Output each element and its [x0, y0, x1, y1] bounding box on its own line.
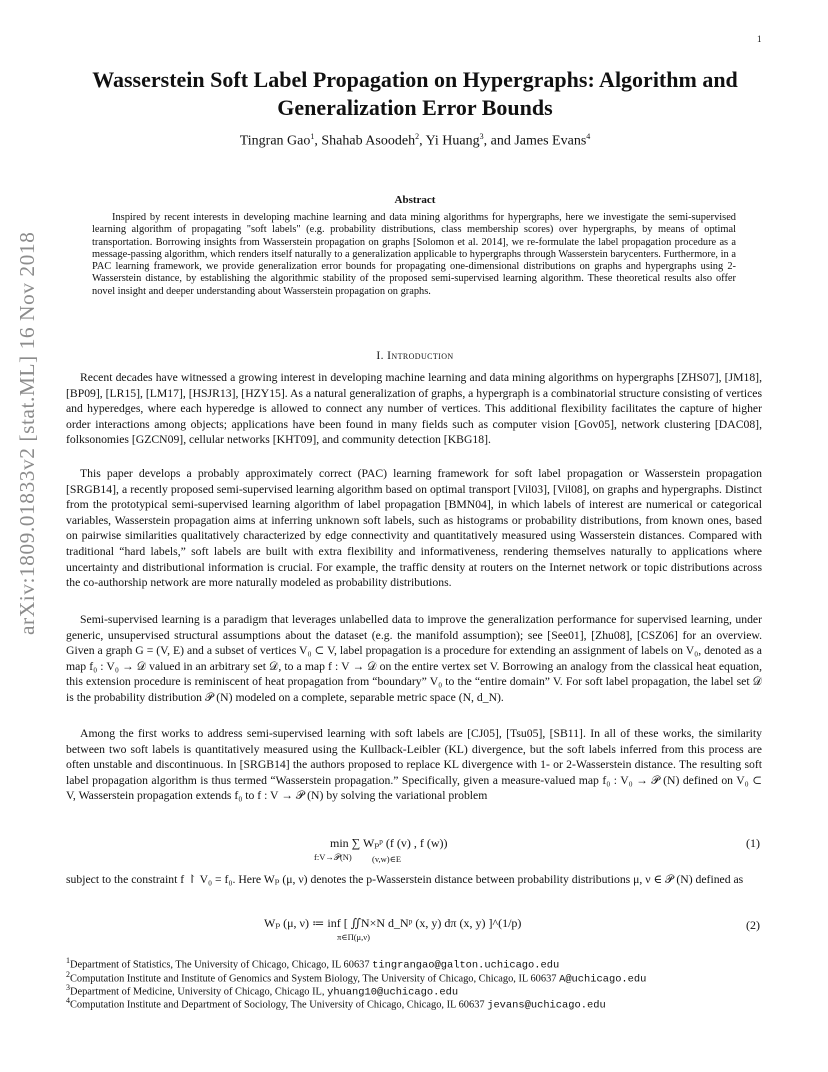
author-name: Shahab Asoodeh — [321, 133, 416, 149]
section-heading: I. Introduction — [376, 350, 454, 362]
arxiv-stamp: arXiv:1809.01833v2 [stat.ML] 16 Nov 2018 — [15, 231, 39, 635]
author-name: Tingran Gao — [239, 133, 311, 149]
paragraph-3: Semi-supervised learning is a paradigm that leverages unlabelled data to improve the generalization performance for supervised learning, under generic, unsupervised structural assumptions about the dataset (e.g. the manifold assumption); see [See01], [Zhu08], [CSZ06] for an overview. Given a graph G = (V, E) and a subset of vertices V₀ ⊂ V, label propagation is a procedure for extending an assignment of labels on V₀, denoted as a map f₀ : V₀ → 𝒟 valued in an arbitrary set 𝒟, to a map f : V → 𝒟 on the entire vertex set V. Borrowing an analogy from the classical heat equation, this extension procedure is reminiscent of heat propagation from “boundary” V₀ to the “entire domain” V. For soft label propagation, the label set 𝒟 is the probability distribution 𝒫 (N) modeled on a complete, separable metric space (N, d_N). — [66, 613, 762, 704]
footnote: $^4$Computation Institute and Department of Sociology, The University of Chicago, Chicago, IL 60637 jevans@uchicago.edu — [66, 996, 606, 1012]
author-name: James Evans — [514, 133, 587, 149]
page-number: 1 — [757, 34, 762, 44]
paragraph-5: subject to the constraint f ↾ V₀ = f₀. Here Wₚ (μ, ν) denotes the p-Wasserstein distance between probability distributions μ, ν ∈ 𝒫 (N) defined as — [66, 873, 744, 886]
footnote-email: jevans@uchicago.edu — [487, 999, 606, 1012]
footnote: $^3$Department of Medicine, University of Chicago, Chicago IL, yhuang10@uchicago.edu — [66, 983, 459, 999]
equation-1: min ∑ Wₚᵖ (f (v) , f (w)) — [330, 836, 448, 850]
equation-2-subscript-inf: π∈Π(μ,ν) — [337, 932, 370, 942]
footnote-email: tingrangao@galton.uchicago.edu — [372, 959, 560, 972]
paper-title: Wasserstein Soft Label Propagation on Hypergraphs: Algorithm and Generalization Error Bounds — [92, 67, 738, 120]
paragraph-2: This paper develops a probably approximately correct (PAC) learning framework for soft label propagation or Wasserstein propagation [SRGB14], a recently proposed semi-supervised learning algorithm based on optimal transport [Vil03], [Vil08], on graphs and hypergraphs. Distinct from the prototypical semi-supervised learning algorithm of label propagation [BMN04], in which labels of interest are numerical or categorical variables, Wasserstein propagation aims at inferring unknown soft labels, such as histograms or probability distributions, from known ones, based on pairwise similarities qualitatively characterized by edge connectivity and quantitatively measured using Wasserstein distances. Compared with traditional “hard labels,” soft labels are built with extra flexibility and informativeness, rendering themselves naturally to applications where uncertainty and distributional information is crucial. For example, the traffic density at routers on the Internet network or topic distributions across the co-authorship network are more naturally modeled as probability distributions. — [66, 467, 762, 590]
paragraph-4: Among the first works to address semi-supervised learning with soft labels are [CJ05], [Tsu05], [SB11]. In all of these works, the similarity between two soft labels is quantitatively measured using the Kullback-Leibler (KL) divergence, but the soft labels inferred from this process are often unstable and discontinuous. In [SRGB14] the authors proposed to replace KL divergence with 1- or 2-Wasserstein distance. The resulting soft label propagation algorithm is thus termed “Wasserstein propagation.” Specifically, given a measure-valued map f₀ : V₀ → 𝒫 (N) defined on V₀ ⊂ V, Wasserstein propagation extends f₀ to f : V → 𝒫 (N) by solving the variational problem — [66, 727, 762, 803]
footnote: $^2$Computation Institute and Institute of Genomics and System Biology, The University of Chicago, Chicago, IL 60637 A@uchicago.edu — [66, 970, 647, 986]
author-mark: 2 — [415, 132, 420, 141]
author-mark: 4 — [586, 132, 591, 141]
abstract-text: Inspired by recent interests in developing machine learning and data mining algorithms for hypergraphs, here we investigate the semi-supervised learning algorithm of propagating "soft labels" (e.g. probability distributions, class membership scores) over hypergraphs, by means of optimal transportation. Borrowing insights from Wasserstein propagation on graphs [Solomon et al. 2014], we re-formulate the label propagation procedure as a message-passing algorithm, which renders itself naturally to a generalization applicable to hypergraphs through Wasserstein barycenters. Furthermore, in a PAC learning framework, we provide generalization error bounds for propagating one-dimensional distributions on graphs and hypergraphs using 2-Wasserstein distance, by establishing the algorithmic stability of the proposed semi-supervised learning algorithm. These theoretical results also offer novel insight and deeper understanding about Wasserstein propagation on graphs. — [92, 212, 736, 297]
author-mark: 3 — [479, 132, 484, 141]
abstract-heading: Abstract — [394, 194, 436, 206]
author-name: Yi Huang — [425, 133, 480, 149]
author-mark: 1 — [310, 132, 315, 141]
equation-1-number: (1) — [746, 836, 760, 850]
footnote: $^1$Department of Statistics, The University of Chicago, Chicago, IL 60637 tingrangao@galton.uchicago.edu — [66, 956, 560, 972]
author-list: Tingran Gao$^1$, Shahab Asoodeh$^2$, Yi Huang$^3$, and James Evans$^4$ — [239, 132, 591, 149]
footnote-email: yhuang10@uchicago.edu — [327, 986, 459, 999]
paragraph-1: Recent decades have witnessed a growing interest in developing machine learning and data mining algorithms on hypergraphs [ZHS07], [JM18], [BP09], [LR15], [LM17], [HSJR13], [HZY15]. As a natural generalization of graphs, a hypergraph is a combinatorial structure consisting of vertices and hyperedges, where each hyperedge is allowed to connect any number of vertices. This additional flexibility facilitates the capture of higher order interactions among objects; applications have been found in many fields such as computer vision [Gov05], network clustering [DAC08], folksonomies [GZCN09], cellular networks [KHT09], and community detection [KBG18]. — [66, 371, 762, 447]
equation-1-subscript-min: f:V→𝒫(N) — [314, 852, 352, 862]
equation-2: Wₚ (μ, ν) ≔ inf [ ∬N×N d_Nᵖ (x, y) dπ (x, y) ]^(1/p) — [264, 916, 522, 930]
footnote-email: A@uchicago.edu — [559, 973, 647, 986]
equation-2-number: (2) — [746, 918, 760, 932]
equation-1-subscript-sum: (v,w)∈E — [372, 854, 402, 864]
